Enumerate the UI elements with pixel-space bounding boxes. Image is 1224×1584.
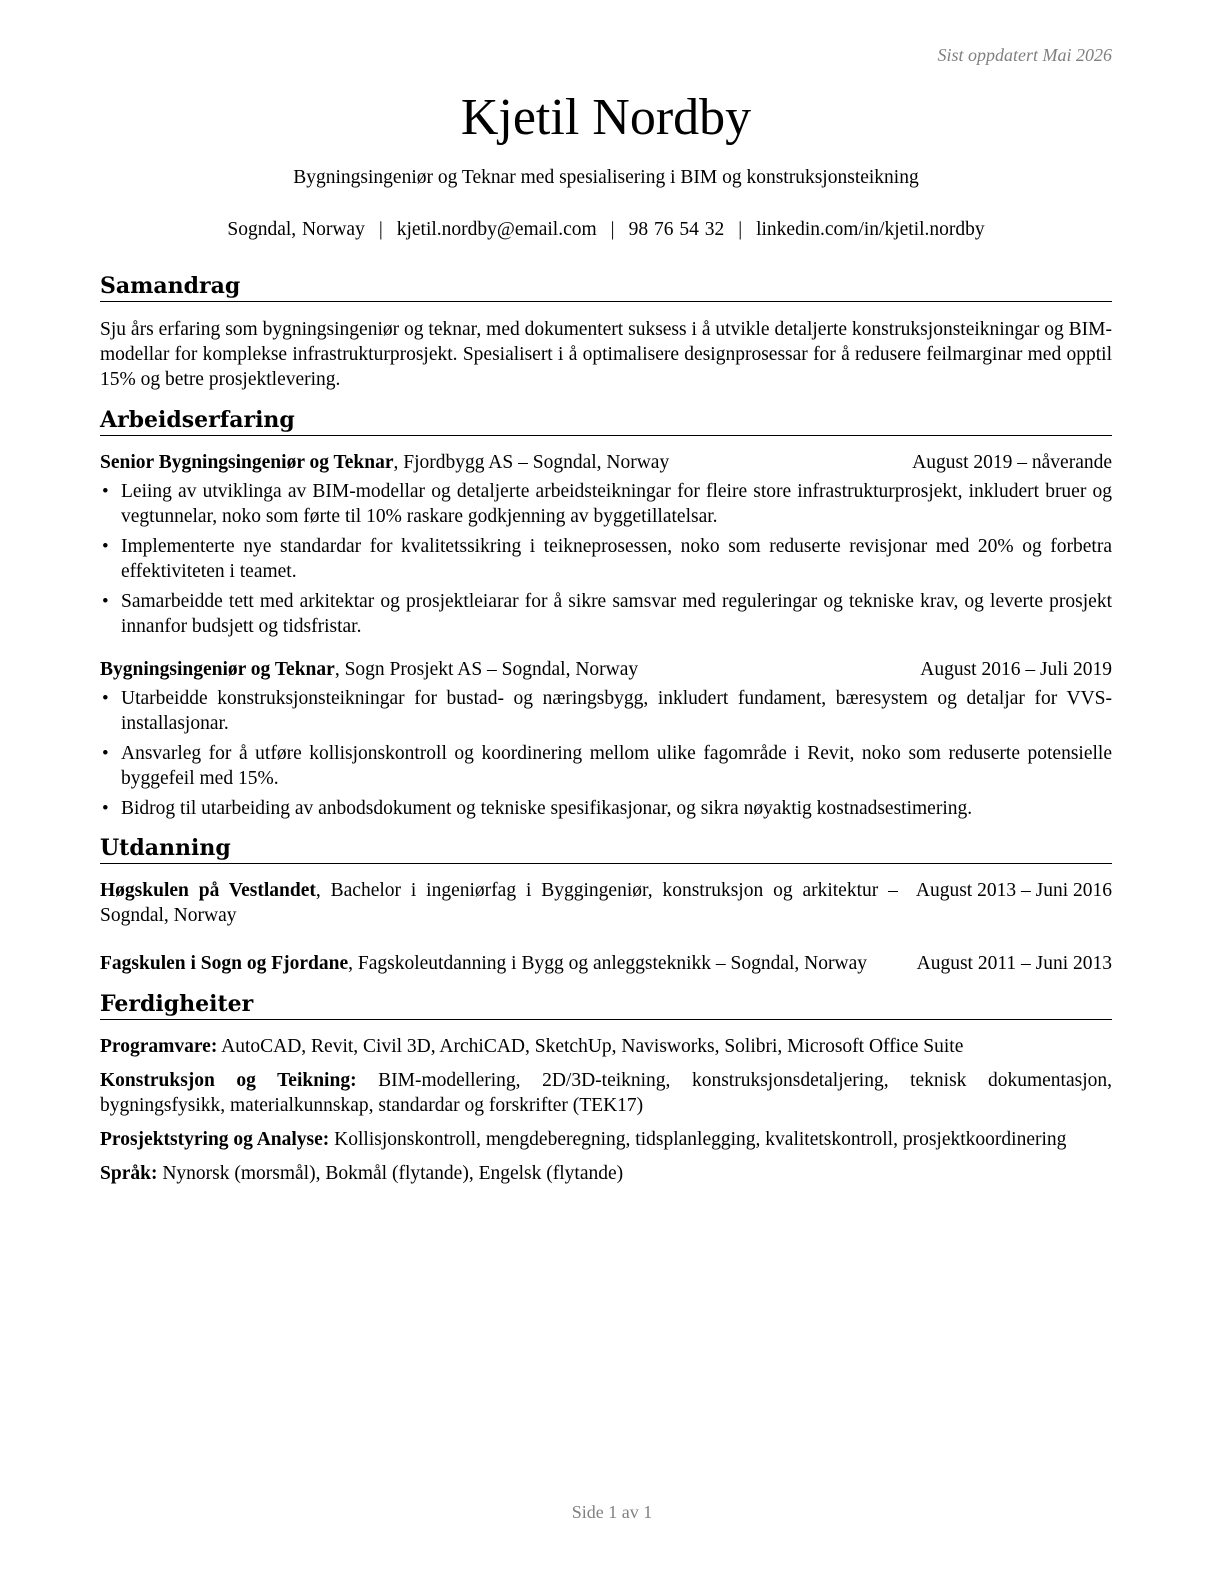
summary-section: [100, 273, 1112, 392]
contact-location: Sogndal, Norway: [227, 219, 365, 240]
job-org: , Fjordbygg AS – Sogndal, Norway: [393, 452, 670, 473]
skill-row: [100, 1068, 1112, 1118]
job-bullet: • Bidrog til utarbeiding av anbodsdokument og tekniske spesifikasjonar, og sikra nøyaktig kostnadsestimering.: [100, 796, 1112, 821]
skill-label: Prosjektstyring og Analyse:: [100, 1129, 330, 1150]
education-detail: , Bachelor i ingeniørfag i Byggingeniør, konstruksjon og arkitektur – Sogndal, Norway: [100, 880, 898, 926]
skill-value: Kollisjonskontroll, mengdeberegning, tidsplanlegging, kvalitetskontroll, prosjektkoordinering: [329, 1129, 1067, 1150]
skills-list: [100, 1034, 1112, 1186]
job-bullet: • Utarbeidde konstruksjonsteikningar for bustad- og næringsbygg, inkludert fundament, bæresystem og detaljar for VVS-installasjonar.: [100, 686, 1112, 736]
candidate-name: Kjetil Nordby: [460, 89, 752, 146]
contact-phone: 98 76 54 32: [628, 219, 725, 240]
section-title-education: Utdanning: [100, 835, 1112, 864]
education-school: Fagskulen i Sogn og Fjordane: [100, 953, 349, 974]
education-dates: August 2011 – Juni 2013: [916, 953, 1112, 974]
education-dates: August 2013 – Juni 2016: [915, 880, 1112, 901]
education-school: Høgskulen på Vestlandet: [100, 880, 316, 901]
education-entry: [100, 951, 1112, 976]
job-header: [100, 657, 1112, 682]
skill-value: BIM-modellering, 2D/3D-teikning, konstruksjonsdetaljering, teknisk dokumentasjon, bygningsfysikk, materialkunnskap, standardar og forskrifter (TEK17): [100, 1070, 1112, 1116]
job-bullet: • Ansvarleg for å utføre kollisjonskontroll og koordinering mellom ulike fagområde i Revit, noko som reduserte potensielle byggefeil med 15%.: [100, 741, 1112, 791]
skill-value: AutoCAD, Revit, Civil 3D, ArchiCAD, SketchUp, Navisworks, Solibri, Microsoft Office Suite: [217, 1036, 964, 1057]
contact-line: [100, 217, 1112, 243]
contact-separator: |: [738, 219, 743, 240]
job-bullet: • Implementerte nye standardar for kvalitetssikring i teikneprosessen, noko som reduserte revisjonar med 20% og forbetra effektiviteten i teamet.: [100, 534, 1112, 584]
education-detail: , Fagskoleutdanning i Bygg og anleggsteknikk – Sogndal, Norway: [348, 953, 867, 974]
contact-linkedin[interactable]: linkedin.com/in/kjetil.nordby: [756, 219, 985, 240]
job-role: Senior Bygningsingeniør og Teknar: [100, 452, 394, 473]
experience-section: [100, 407, 1112, 821]
job-org: , Sogn Prosjekt AS – Sogndal, Norway: [334, 659, 639, 680]
job-dates: August 2016 – Juli 2019: [920, 659, 1112, 680]
job-entry: [100, 450, 1112, 639]
section-title-experience: Arbeidserfaring: [100, 407, 1112, 436]
job-bullet: • Leiing av utviklinga av BIM-modellar og detaljerte arbeidsteikningar for fleire store infrastrukturprosjekt, inkludert bruer og vegtunnelar, noko som førte til 10% raskare godkjenning av byggetillatelsar.: [100, 479, 1112, 529]
job-bullet: • Samarbeidde tett med arkitektar og prosjektleiarar for å sikre samsvar med reguleringar og tekniske krav, og leverte prosjekt innanfor budsjett og tidsfristar.: [100, 589, 1112, 639]
skill-label: Programvare:: [100, 1036, 218, 1057]
headline: Bygningsingeniør og Teknar med spesialisering i BIM og konstruksjonsteikning: [293, 167, 919, 188]
job-entry: [100, 657, 1112, 821]
contact-separator: |: [610, 219, 615, 240]
section-title-summary: Samandrag: [100, 273, 1112, 302]
contact-separator: |: [378, 219, 383, 240]
last-updated: Sist oppdatert Mai 2026: [937, 45, 1112, 65]
page-number: Side 1 av 1: [571, 1502, 653, 1522]
job-bullets: [100, 479, 1112, 639]
job-header: [100, 450, 1112, 475]
skill-row: [100, 1127, 1112, 1152]
skill-value: Nynorsk (morsmål), Bokmål (flytande), Engelsk (flytande): [157, 1163, 624, 1184]
skill-label: Konstruksjon og Teikning:: [100, 1070, 357, 1091]
skills-section: [100, 991, 1112, 1186]
education-section: [100, 835, 1112, 976]
skill-row: [100, 1161, 1112, 1186]
job-bullets: [100, 686, 1112, 821]
skill-label: Språk:: [100, 1163, 158, 1184]
job-dates: August 2019 – nåverande: [912, 452, 1112, 473]
contact-email[interactable]: kjetil.nordby@email.com: [396, 219, 597, 240]
summary-text: Sju års erfaring som bygningsingeniør og teknar, med dokumentert suksess i å utvikle detaljerte konstruksjonsteikningar og BIM-modellar for komplekse infrastrukturprosjekt. Spesialisert i å optimalisere designprosessar for å redusere feilmarginar med opptil 15% og betre prosjektlevering.: [100, 319, 1112, 390]
section-title-skills: Ferdigheiter: [100, 991, 1112, 1020]
job-role: Bygningsingeniør og Teknar: [100, 659, 335, 680]
skill-row: [100, 1034, 1112, 1059]
education-entry: [100, 878, 1112, 928]
